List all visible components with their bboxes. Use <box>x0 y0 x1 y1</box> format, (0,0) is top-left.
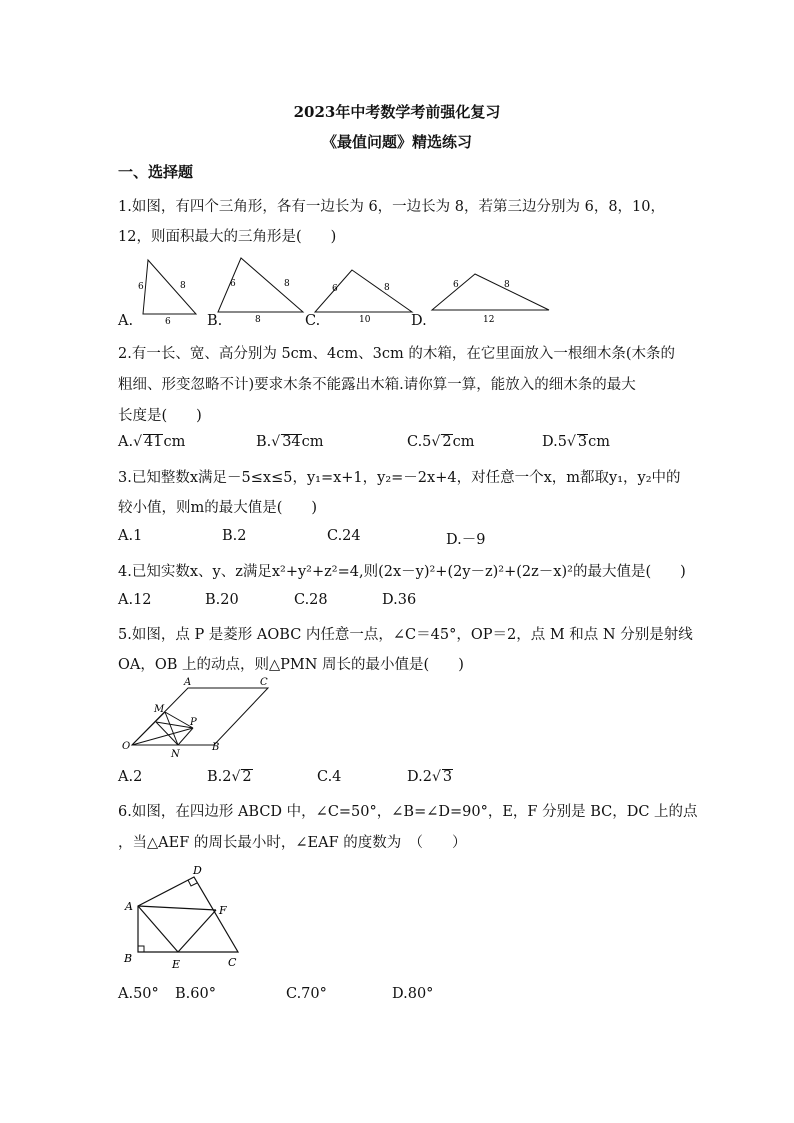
q4-option-c[interactable]: C.28 <box>294 592 328 608</box>
doc-title: 2023年中考数学考前强化复习 <box>293 103 501 121</box>
q2-line2: 粗细、形变忽略不计)要求木条不能露出木箱.请你算一算，能放入的细木条的最大 <box>118 377 636 393</box>
q1-line2: 12，则面积最大的三角形是( ) <box>118 229 337 245</box>
q4-option-a[interactable]: A.12 <box>118 592 152 608</box>
doc-subtitle: 《最值问题》精选练习 <box>321 133 472 151</box>
label-d: D <box>193 864 202 877</box>
q1-line1: 1.如图，有四个三角形，各有一边长为 6，一边长为 8，若第三边分别为 6，8，10， <box>118 199 666 215</box>
tri-c-left-label: 6 <box>332 284 338 294</box>
section-heading: 一、选择题 <box>118 163 194 181</box>
tri-b-left-label: 6 <box>230 279 236 289</box>
q5-rhombus-figure <box>118 674 288 760</box>
tri-d-left-label: 6 <box>453 280 459 290</box>
label-a: A <box>184 677 192 688</box>
q3-option-c[interactable]: C.24 <box>327 528 361 544</box>
q6-line1: 6.如图，在四边形 ABCD 中，∠C=50°，∠B=∠D=90°，E，F 分别是 BC，DC 上的点 <box>118 804 698 820</box>
q1-option-a[interactable]: A. <box>118 313 134 329</box>
q6-option-d[interactable]: D.80° <box>392 986 434 1002</box>
label-m: M <box>154 704 165 715</box>
q6-option-b[interactable]: B.60° <box>175 986 216 1002</box>
q3-line1: 3.已知整数x满足－5≤x≤5，y₁=x+1，y₂=－2x+4，对任意一个x，m都取y₁，y₂中的 <box>118 470 681 486</box>
q3-option-d[interactable]: D.－9 <box>446 532 486 548</box>
tri-b-right-label: 8 <box>284 279 290 289</box>
triangle-a <box>143 260 196 314</box>
tri-c-right-label: 8 <box>384 283 390 293</box>
label-p: P <box>190 717 197 728</box>
triangle-d <box>432 274 549 310</box>
q6-option-a[interactable]: A.50° <box>118 986 159 1002</box>
tri-d-right-label: 8 <box>504 280 510 290</box>
q1-option-c[interactable]: C. <box>305 313 321 329</box>
q5-option-a[interactable]: A.2 <box>118 769 143 785</box>
q3-option-b[interactable]: B.2 <box>222 528 247 544</box>
q6-option-c[interactable]: C.70° <box>286 986 327 1002</box>
q3-option-a[interactable]: A.1 <box>118 528 143 544</box>
q1-option-b[interactable]: B. <box>207 313 223 329</box>
q5-line2: OA，OB 上的动点，则△PMN 周长的最小值是( ) <box>118 657 464 673</box>
label-e: E <box>172 958 181 971</box>
tri-c-base-label: 10 <box>359 315 371 325</box>
q2-option-d[interactable]: D.5√ 3cm <box>542 434 610 450</box>
q1-triangles-figure <box>118 252 558 332</box>
q5-line1: 5.如图，点 P 是菱形 AOBC 内任意一点，∠C＝45°，OP＝2，点 M 和点 N 分别是射线 <box>118 627 693 643</box>
q4-option-b[interactable]: B.20 <box>205 592 239 608</box>
label-c: C <box>260 677 268 688</box>
q5-option-d[interactable]: D.2√ 3 <box>407 769 453 785</box>
triangle-c <box>315 270 412 312</box>
q5-option-b[interactable]: B.2√ 2 <box>207 769 252 785</box>
q1-option-d[interactable]: D. <box>411 313 427 329</box>
tri-a-right-label: 8 <box>180 281 186 291</box>
q5-option-c[interactable]: C.4 <box>317 769 342 785</box>
q6-quadrilateral-figure <box>118 862 258 974</box>
q2-line3: 长度是( ) <box>118 408 202 424</box>
q2-option-b[interactable]: B.√ 34cm <box>256 434 324 450</box>
label-f: F <box>219 904 227 917</box>
q4-line1: 4.已知实数x、y、z满足x²+y²+z²=4,则(2x－y)²+(2y－z)²+(2z－x)²的最大值是( ) <box>118 564 686 580</box>
q2-option-c[interactable]: C.5√ 2cm <box>407 434 475 450</box>
label-a: A <box>125 900 133 913</box>
tri-a-left-label: 6 <box>138 282 144 292</box>
q3-line2: 较小值，则m的最大值是( ) <box>118 500 318 516</box>
q2-option-a[interactable]: A.√ 41cm <box>118 434 186 450</box>
q6-line2: ，当△AEF 的周长最小时，∠EAF 的度数为 （ ） <box>118 835 467 851</box>
tri-b-base-label: 8 <box>255 315 261 325</box>
label-c: C <box>228 956 237 969</box>
label-o: O <box>122 741 131 752</box>
tri-d-base-label: 12 <box>483 315 495 325</box>
tri-a-base-label: 6 <box>165 317 171 327</box>
q2-line1: 2.有一长、宽、高分别为 5cm、4cm、3cm 的木箱，在它里面放入一根细木条(木条的 <box>118 346 675 362</box>
label-n: N <box>171 749 180 760</box>
label-b: B <box>212 742 220 753</box>
q4-option-d[interactable]: D.36 <box>382 592 417 608</box>
label-b: B <box>124 952 133 965</box>
